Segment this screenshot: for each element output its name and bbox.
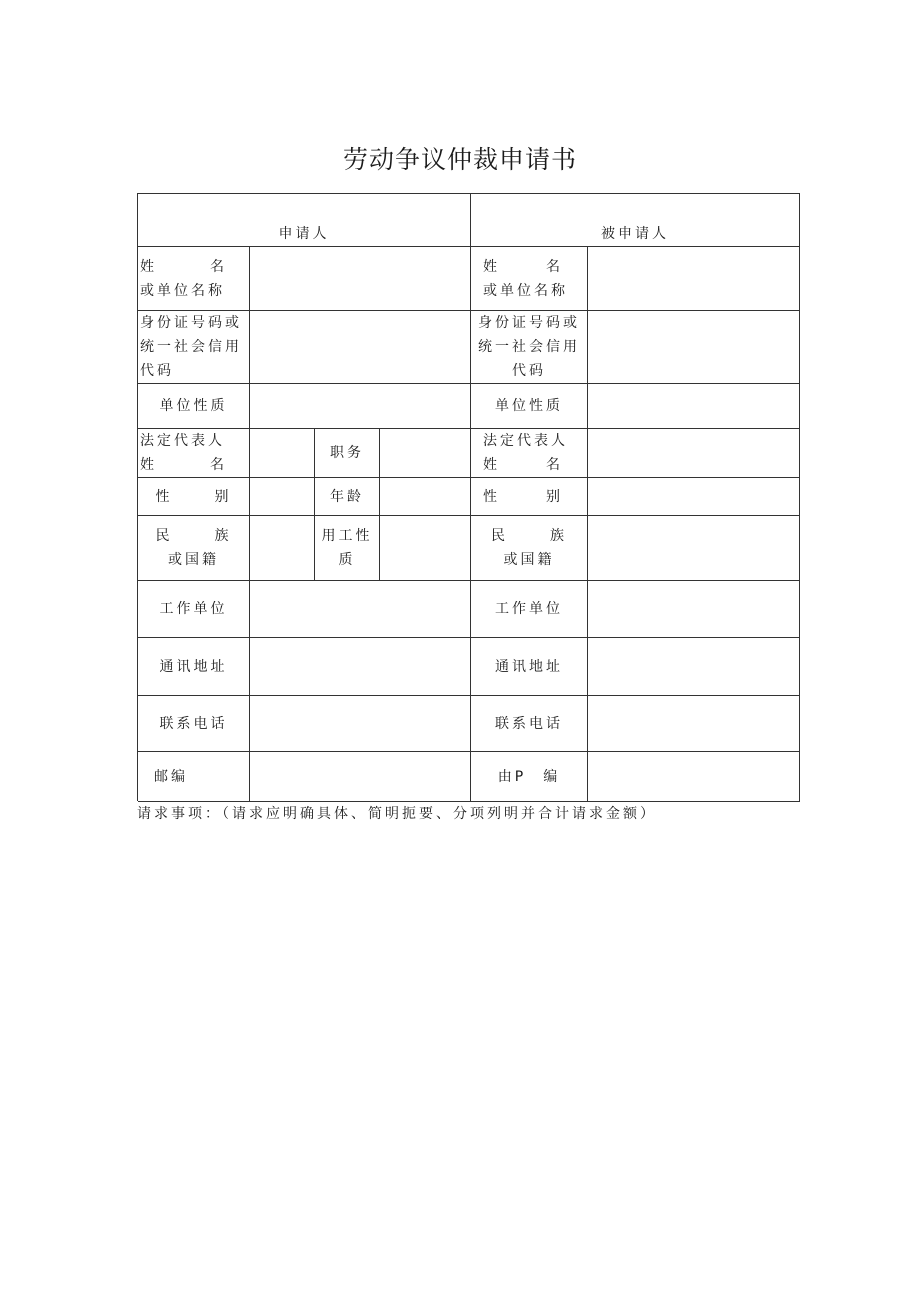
respondent-postal-field[interactable] (588, 752, 800, 802)
applicant-unit-nature-field[interactable] (250, 384, 471, 429)
applicant-gender-field[interactable] (250, 478, 315, 516)
applicant-unit-nature-label: 单位性质 (138, 384, 250, 429)
applicant-work-unit-label: 工作单位 (138, 581, 250, 638)
respondent-ethnicity-label: 民 族 或国籍 (471, 516, 588, 581)
applicant-address-field[interactable] (250, 638, 471, 696)
applicant-age-field[interactable] (380, 478, 471, 516)
applicant-name-label: 姓 名 或单位名称 (138, 247, 250, 311)
respondent-gender-field[interactable] (588, 478, 800, 516)
applicant-phone-field[interactable] (250, 696, 471, 752)
page-title: 劳动争议仲裁申请书 (342, 145, 577, 174)
applicant-ethnicity-field[interactable] (250, 516, 315, 581)
respondent-postal-label: 由P 编 (471, 752, 588, 802)
applicant-gender-label: 性 别 (138, 478, 250, 516)
application-form-table (137, 193, 800, 801)
applicant-id-label: 身份证号码或 统一社会信用 代码 (138, 311, 250, 384)
respondent-phone-label: 联系电话 (471, 696, 588, 752)
respondent-name-label: 姓 名 或单位名称 (471, 247, 588, 311)
respondent-phone-field[interactable] (588, 696, 800, 752)
applicant-employment-nature-label: 用工性 质 (315, 516, 380, 581)
respondent-legal-rep-field[interactable] (588, 429, 800, 478)
applicant-postal-label: 邮编 (138, 752, 250, 802)
applicant-postal-field[interactable] (250, 752, 471, 802)
respondent-work-unit-label: 工作单位 (471, 581, 588, 638)
applicant-work-unit-field[interactable] (250, 581, 471, 638)
claims-note: 请求事项：（请求应明确具体、简明扼要、分项列明并合计请求金额） (137, 806, 657, 822)
applicant-age-label: 年龄 (315, 478, 380, 516)
respondent-header: 被申请人 (471, 194, 800, 247)
applicant-legal-rep-field[interactable] (250, 429, 315, 478)
respondent-id-label: 身份证号码或 统一社会信用 代码 (471, 311, 588, 384)
respondent-gender-label: 性 别 (471, 478, 588, 516)
applicant-position-field[interactable] (380, 429, 471, 478)
applicant-legal-rep-label: 法定代表人 姓 名 (138, 429, 250, 478)
applicant-phone-label: 联系电话 (138, 696, 250, 752)
respondent-name-field[interactable] (588, 247, 800, 311)
respondent-address-field[interactable] (588, 638, 800, 696)
respondent-work-unit-field[interactable] (588, 581, 800, 638)
applicant-address-label: 通讯地址 (138, 638, 250, 696)
applicant-ethnicity-label: 民 族 或国籍 (138, 516, 250, 581)
respondent-id-field[interactable] (588, 311, 800, 384)
applicant-employment-nature-field[interactable] (380, 516, 471, 581)
applicant-name-field[interactable] (250, 247, 471, 311)
respondent-ethnicity-field[interactable] (588, 516, 800, 581)
applicant-header: 申请人 (138, 194, 471, 247)
applicant-id-field[interactable] (250, 311, 471, 384)
respondent-address-label: 通讯地址 (471, 638, 588, 696)
respondent-unit-nature-field[interactable] (588, 384, 800, 429)
respondent-unit-nature-label: 单位性质 (471, 384, 588, 429)
respondent-legal-rep-label: 法定代表人 姓 名 (471, 429, 588, 478)
applicant-position-label: 职务 (315, 429, 380, 478)
